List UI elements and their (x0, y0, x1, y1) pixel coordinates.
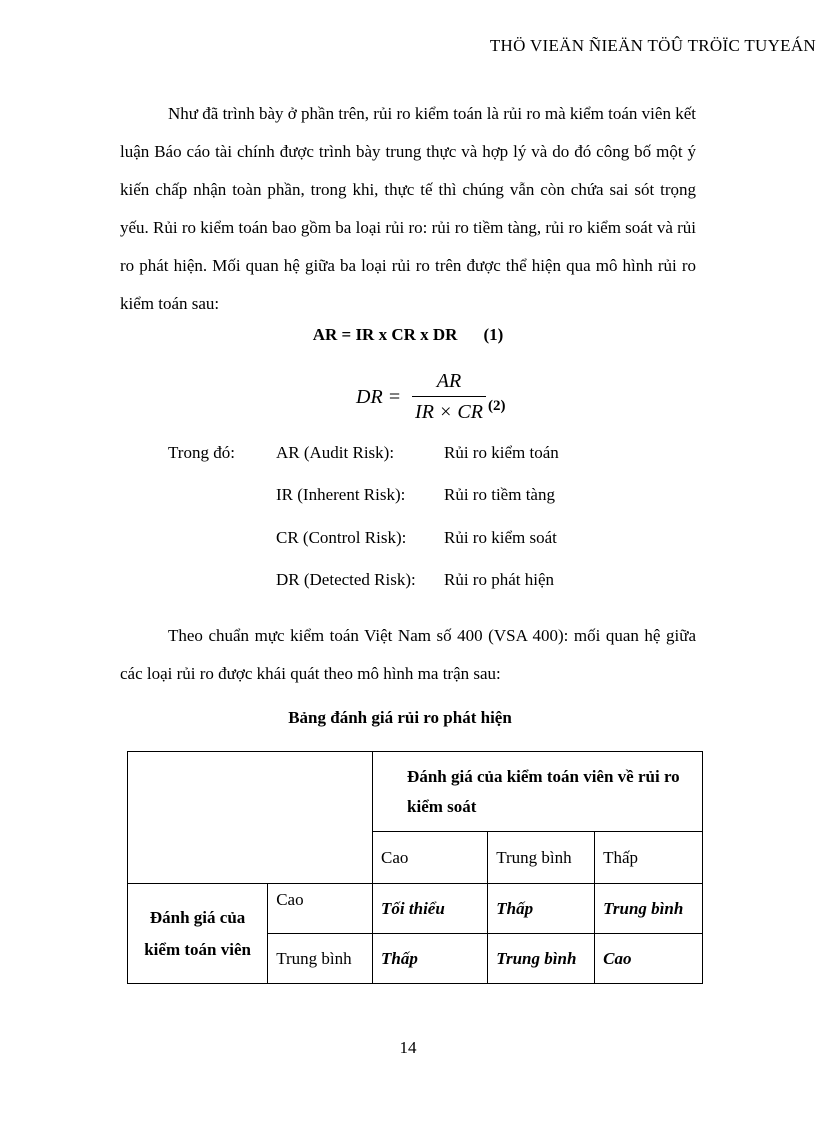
equation-audit-risk-text: AR = IR x CR x DR (312, 325, 458, 344)
row-level-label: Cao (268, 884, 373, 934)
auditor-assessment-header: Đánh giá của kiểm toán viên (128, 884, 268, 984)
intro-paragraph: Như đã trình bày ở phần trên, rủi ro kiểm toán là rủi ro mà kiểm toán viên kết luận Báo cáo tài chính được trình bày trung thực và hợp lý và do đó công bố một ý kiến chấp nhận toàn phần, trong khi, thực tế thì chúng vẫn còn chứa sai sót trọng yếu. Rủi ro kiểm toán bao gồm ba loại rủi ro: rủi ro tiềm tàng, rủi ro kiểm soát và rủi ro phát hiện. Mối quan hệ giữa ba loại rủi ro trên được thể hiện qua mô hình rủi ro kiểm toán sau: (120, 104, 696, 313)
page-header: THÖ VIEÄN ÑIEÄN TÖÛ TRÖÏC TUYEÁN (489, 36, 816, 55)
col-level-header: Trung bình (488, 832, 595, 884)
definition-meaning: Rủi ro kiểm soát (444, 528, 557, 547)
risk-matrix-table (127, 751, 703, 984)
definitions-lead: Trong đó: (168, 443, 235, 462)
vsa-paragraph: Theo chuẩn mực kiểm toán Việt Nam số 400 (VSA 400): mối quan hệ giữa các loại rủi ro được khái quát theo mô hình ma trận sau: (120, 626, 696, 683)
matrix-cell: Trung bình (488, 934, 595, 984)
equation-lhs: DR = (356, 386, 402, 408)
definition-meaning: Rủi ro tiềm tàng (444, 485, 555, 504)
matrix-cell: Thấp (488, 884, 595, 934)
row-level-label: Trung bình (268, 934, 373, 984)
equation-number-1: (1) (483, 325, 504, 344)
table-corner-cell (128, 752, 373, 884)
definition-term: IR (Inherent Risk): (276, 485, 406, 504)
col-level-header: Thấp (595, 832, 703, 884)
matrix-cell: Cao (595, 934, 703, 984)
equation-fraction (412, 368, 486, 425)
page-number: 14 (399, 1038, 417, 1057)
matrix-cell: Trung bình (595, 884, 703, 934)
definition-term: AR (Audit Risk): (276, 443, 395, 462)
fraction-denominator: IR × CR (415, 401, 483, 423)
definition-term: CR (Control Risk): (276, 528, 407, 547)
definition-meaning: Rủi ro kiểm toán (444, 443, 559, 462)
definition-term: DR (Detected Risk): (276, 570, 416, 589)
fraction-numerator: AR (436, 370, 462, 392)
matrix-cell: Tối thiểu (373, 884, 488, 934)
definition-meaning: Rủi ro phát hiện (444, 570, 555, 589)
matrix-cell: Thấp (373, 934, 488, 984)
table-title: Bảng đánh giá rủi ro phát hiện (288, 708, 512, 727)
equation-number-2: (2) (488, 398, 506, 414)
control-risk-group-header: Đánh giá của kiểm toán viên về rủi ro kiểm soát (373, 752, 703, 832)
fraction-bar (412, 396, 486, 397)
col-level-header: Cao (373, 832, 488, 884)
equation-audit-risk (0, 325, 816, 345)
